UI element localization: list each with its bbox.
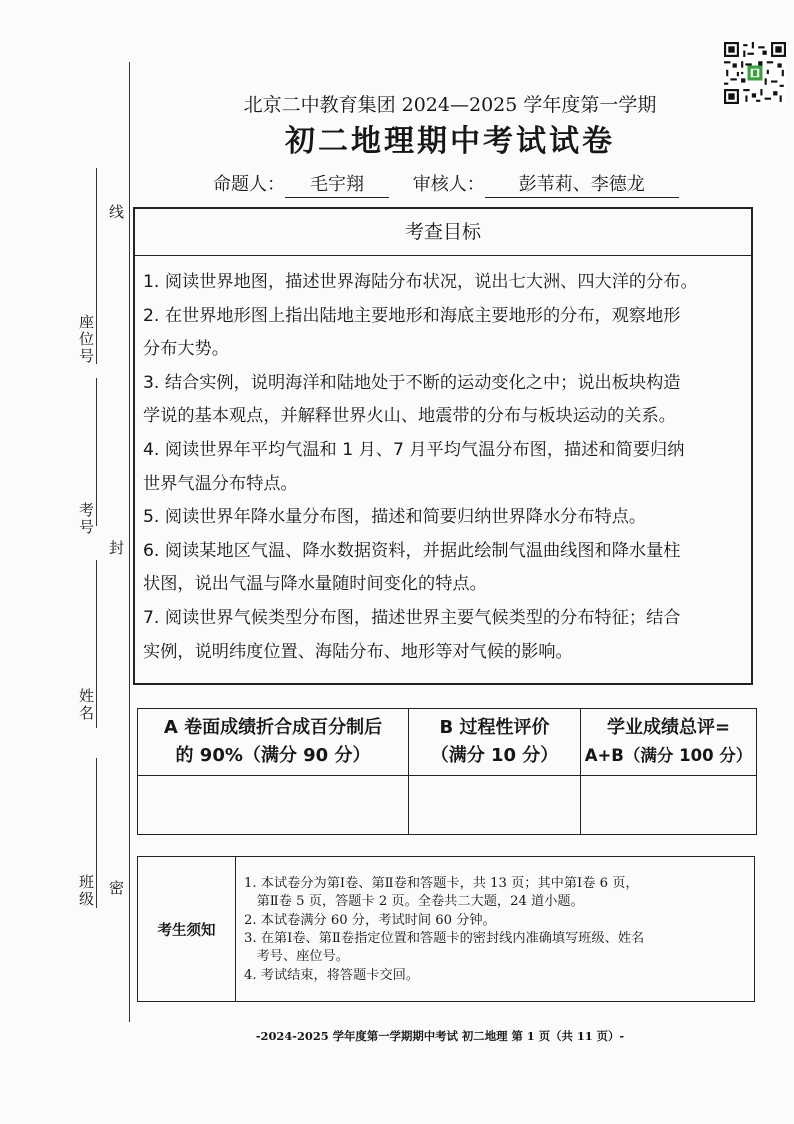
page-title: 初二地理期中考试试卷	[285, 124, 615, 159]
objective-line: 实例，说明纬度位置、海陆分布、地形等对气候的影响。	[143, 641, 573, 662]
objective-line: 世界气温分布特点。	[143, 473, 298, 494]
score-col-a-line2: 的 90%（满分 90 分）	[175, 745, 371, 766]
objectives-list	[135, 256, 751, 669]
score-a-cell[interactable]	[138, 776, 409, 835]
class-blank	[96, 758, 97, 908]
exam-number-label: 考号	[77, 502, 95, 536]
objective-line: 7. 阅读世界气候类型分布图，描述世界主要气候类型的分布特征；结合	[143, 607, 681, 628]
objectives-heading: 考查目标	[135, 209, 751, 256]
objective-line: 6. 阅读某地区气温、降水数据资料，并据此绘制气温曲线图和降水量柱	[143, 540, 681, 561]
seal-line-char-mi: 密	[107, 880, 125, 897]
seat-number-blank	[96, 168, 97, 364]
score-col-a-header	[138, 709, 409, 776]
name-label: 姓名	[77, 688, 95, 722]
notice-line: 2. 本试卷满分 60 分，考试时间 60 分钟。	[244, 912, 496, 928]
objective-line: 2. 在世界地形图上指出陆地主要地形和海底主要地形的分布，观察地形	[143, 305, 681, 326]
objective-line: 4. 阅读世界年平均气温和 1 月、7 月平均气温分布图，描述和简要归纳	[143, 439, 685, 460]
objective-line: 分布大势。	[143, 339, 229, 360]
score-col-b-header	[409, 709, 581, 776]
author-line	[213, 170, 679, 198]
score-col-b-line1: B 过程性评价	[439, 717, 550, 738]
reviewer-label: 审核人：	[412, 174, 485, 195]
reviewer-names: 彭苇莉、李德龙	[485, 170, 679, 198]
notice-content	[236, 857, 755, 1002]
class-label: 班级	[77, 874, 95, 908]
score-col-c-line1: 学业成绩总评=	[606, 717, 731, 738]
score-table	[137, 708, 757, 835]
seat-number-label: 座位号	[77, 314, 95, 365]
name-blank	[96, 560, 97, 728]
notice-line: 第Ⅱ卷 5 页，答题卡 2 页。全卷共二大题，24 道小题。	[244, 894, 584, 910]
exam-number-blank	[96, 378, 97, 526]
objective-line: 5. 阅读世界年降水量分布图，描述和简要归纳世界降水分布特点。	[143, 507, 647, 528]
score-col-c-header	[581, 709, 757, 776]
score-col-c-line2: A+B（满分 100 分）	[584, 746, 753, 765]
objective-line: 学说的基本观点，并解释世界火山、地震带的分布与板块运动的关系。	[143, 406, 676, 427]
score-total-cell[interactable]	[581, 776, 757, 835]
score-col-b-line2: （满分 10 分）	[430, 745, 559, 766]
school-term-heading: 北京二中教育集团 2024—2025 学年度第一学期	[243, 94, 657, 116]
author-name: 毛宇翔	[285, 170, 389, 198]
page-footer: -2024-2025 学年度第一学期期中考试 初二地理 第 1 页（共 11 页）-	[255, 1029, 625, 1043]
seal-line	[129, 62, 130, 1022]
score-b-cell[interactable]	[409, 776, 581, 835]
notice-line: 1. 本试卷分为第Ⅰ卷、第Ⅱ卷和答题卡，共 13 页；其中第Ⅰ卷 6 页，	[244, 875, 639, 891]
objective-line: 1. 阅读世界地图，描述世界海陆分布状况，说出七大洲、四大洋的分布。	[143, 272, 698, 292]
notice-line: 3. 在第Ⅰ卷、第Ⅱ卷指定位置和答题卡的密封线内准确填写班级、姓名	[244, 931, 645, 946]
seal-line-char-feng: 封	[107, 540, 125, 557]
candidate-notice-table	[137, 856, 755, 1002]
objective-line: 3. 结合实例，说明海洋和陆地处于不断的运动变化之中；说出板块构造	[143, 372, 681, 393]
notice-label: 考生须知	[138, 857, 236, 1002]
author-label: 命题人：	[213, 174, 285, 195]
notice-line: 考号、座位号。	[244, 949, 349, 965]
notice-list	[236, 869, 754, 989]
notice-line: 4. 考试结束，将答题卡交回。	[244, 967, 420, 983]
seal-line-char-xian: 线	[107, 204, 125, 221]
score-col-a-line1: A 卷面成绩折合成百分制后	[163, 717, 383, 738]
score-table-header-row	[138, 709, 757, 776]
objectives-box	[133, 207, 753, 685]
score-table-entry-row	[138, 776, 757, 835]
objective-line: 状图，说出气温与降水量随时间变化的特点。	[143, 574, 487, 595]
